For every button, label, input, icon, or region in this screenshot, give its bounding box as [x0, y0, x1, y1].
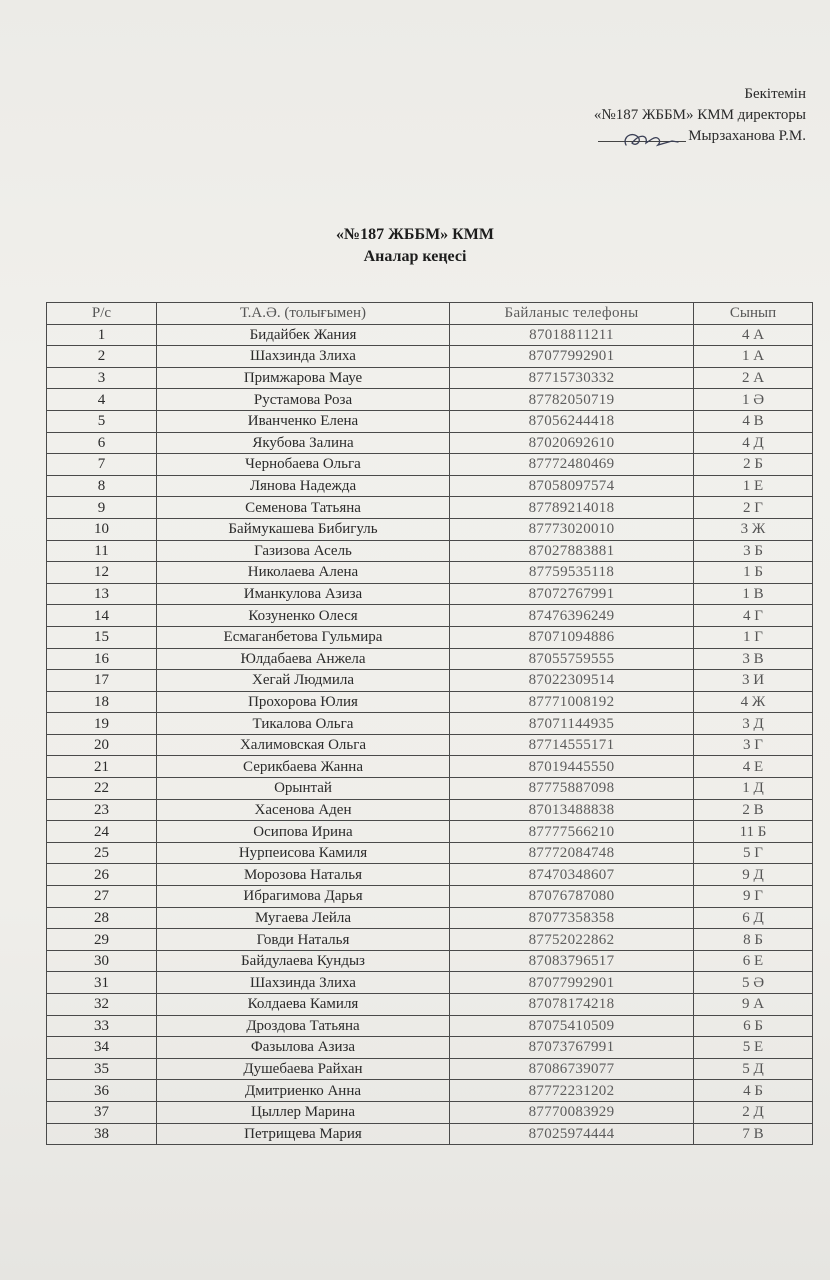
- cell-number: 31: [47, 972, 157, 994]
- table-row: [47, 1101, 813, 1123]
- cell-phone: 87076787080: [450, 886, 694, 908]
- cell-class: 2 Б: [694, 454, 813, 476]
- cell-class: 4 Б: [694, 1080, 813, 1102]
- cell-full-name: Душебаева Райхан: [157, 1058, 450, 1080]
- cell-class: 1 В: [694, 583, 813, 605]
- cell-number: 27: [47, 886, 157, 908]
- cell-class: 1 Е: [694, 475, 813, 497]
- cell-phone: 87075410509: [450, 1015, 694, 1037]
- table-row: [47, 907, 813, 929]
- cell-number: 34: [47, 1037, 157, 1059]
- table-body: [47, 324, 813, 1145]
- table-row: [47, 821, 813, 843]
- cell-class: 4 Е: [694, 756, 813, 778]
- cell-number: 38: [47, 1123, 157, 1145]
- table-row: [47, 1037, 813, 1059]
- cell-phone: 87020692610: [450, 432, 694, 454]
- cell-phone: 87077992901: [450, 972, 694, 994]
- column-header-number: Р/с: [47, 303, 157, 325]
- handwritten-signature: [618, 129, 682, 153]
- cell-full-name: Морозова Наталья: [157, 864, 450, 886]
- cell-full-name: Николаева Алена: [157, 562, 450, 584]
- table-row: [47, 842, 813, 864]
- signature-blank: [598, 141, 686, 142]
- approval-block: [594, 84, 806, 147]
- cell-phone: 87782050719: [450, 389, 694, 411]
- table-row: [47, 734, 813, 756]
- table-row: [47, 518, 813, 540]
- table-header-row: [47, 303, 813, 325]
- column-header-class: Сынып: [694, 303, 813, 325]
- table-row: [47, 1058, 813, 1080]
- table-row: [47, 972, 813, 994]
- cell-full-name: Примжарова Мауе: [157, 367, 450, 389]
- cell-number: 13: [47, 583, 157, 605]
- cell-full-name: Газизова Асель: [157, 540, 450, 562]
- cell-full-name: Рустамова Роза: [157, 389, 450, 411]
- cell-phone: 87025974444: [450, 1123, 694, 1145]
- cell-class: 1 Г: [694, 626, 813, 648]
- table-row: [47, 475, 813, 497]
- cell-full-name: Тикалова Ольга: [157, 713, 450, 735]
- cell-number: 4: [47, 389, 157, 411]
- column-header-full-name: Т.А.Ә. (толығымен): [157, 303, 450, 325]
- table-row: [47, 583, 813, 605]
- cell-full-name: Серикбаева Жанна: [157, 756, 450, 778]
- cell-phone: 87083796517: [450, 950, 694, 972]
- cell-class: 4 Г: [694, 605, 813, 627]
- cell-number: 30: [47, 950, 157, 972]
- table-row: [47, 778, 813, 800]
- cell-full-name: Семенова Татьяна: [157, 497, 450, 519]
- cell-class: 4 Д: [694, 432, 813, 454]
- cell-full-name: Есмаганбетова Гульмира: [157, 626, 450, 648]
- table-row: [47, 540, 813, 562]
- table-row: [47, 1015, 813, 1037]
- cell-number: 12: [47, 562, 157, 584]
- table-row: [47, 324, 813, 346]
- cell-phone: 87071144935: [450, 713, 694, 735]
- cell-phone: 87752022862: [450, 929, 694, 951]
- cell-number: 17: [47, 670, 157, 692]
- cell-full-name: Прохорова Юлия: [157, 691, 450, 713]
- cell-class: 7 В: [694, 1123, 813, 1145]
- cell-class: 5 Ә: [694, 972, 813, 994]
- cell-number: 7: [47, 454, 157, 476]
- cell-number: 22: [47, 778, 157, 800]
- approval-heading: Бекітемін: [744, 86, 806, 102]
- cell-phone: 87773020010: [450, 518, 694, 540]
- cell-phone: 87789214018: [450, 497, 694, 519]
- table-row: [47, 497, 813, 519]
- cell-full-name: Баймукашева Бибигуль: [157, 518, 450, 540]
- cell-number: 35: [47, 1058, 157, 1080]
- table-row: [47, 389, 813, 411]
- cell-full-name: Орынтай: [157, 778, 450, 800]
- cell-phone: 87759535118: [450, 562, 694, 584]
- cell-full-name: Хасенова Аден: [157, 799, 450, 821]
- cell-number: 19: [47, 713, 157, 735]
- cell-class: 11 Б: [694, 821, 813, 843]
- document-title: «№187 ЖББМ» КММ: [336, 226, 494, 243]
- director-name: Мырзаханова Р.М.: [688, 128, 806, 144]
- table-row: [47, 562, 813, 584]
- cell-full-name: Нурпеисова Камиля: [157, 842, 450, 864]
- table-row: [47, 950, 813, 972]
- table-row: [47, 691, 813, 713]
- cell-number: 6: [47, 432, 157, 454]
- cell-full-name: Юлдабаева Анжела: [157, 648, 450, 670]
- table-row: [47, 605, 813, 627]
- cell-class: 2 Г: [694, 497, 813, 519]
- cell-phone: 87772084748: [450, 842, 694, 864]
- table-row: [47, 799, 813, 821]
- cell-full-name: Цыллер Марина: [157, 1101, 450, 1123]
- cell-class: 3 И: [694, 670, 813, 692]
- cell-number: 23: [47, 799, 157, 821]
- cell-phone: 87056244418: [450, 410, 694, 432]
- cell-class: 3 Ж: [694, 518, 813, 540]
- approval-signatory: [594, 126, 806, 147]
- cell-class: 1 Д: [694, 778, 813, 800]
- table-row: [47, 410, 813, 432]
- approval-organization: «№187 ЖББМ» КММ директоры: [593, 107, 806, 123]
- cell-class: 6 Б: [694, 1015, 813, 1037]
- cell-phone: 87770083929: [450, 1101, 694, 1123]
- cell-phone: 87013488838: [450, 799, 694, 821]
- table-row: [47, 929, 813, 951]
- cell-class: 4 А: [694, 324, 813, 346]
- cell-phone: 87018811211: [450, 324, 694, 346]
- cell-number: 15: [47, 626, 157, 648]
- cell-phone: 87775887098: [450, 778, 694, 800]
- cell-number: 32: [47, 994, 157, 1016]
- column-header-phone: Байланыс телефоны: [450, 303, 694, 325]
- cell-class: 9 А: [694, 994, 813, 1016]
- cell-number: 9: [47, 497, 157, 519]
- cell-number: 24: [47, 821, 157, 843]
- cell-full-name: Фазылова Азиза: [157, 1037, 450, 1059]
- table-row: [47, 1123, 813, 1145]
- parents-council-table: [46, 302, 813, 1145]
- table-row: [47, 454, 813, 476]
- table-row: [47, 367, 813, 389]
- table-row: [47, 713, 813, 735]
- cell-phone: 87777566210: [450, 821, 694, 843]
- cell-phone: 87476396249: [450, 605, 694, 627]
- cell-full-name: Дмитриенко Анна: [157, 1080, 450, 1102]
- cell-full-name: Хегай Людмила: [157, 670, 450, 692]
- cell-full-name: Шахзинда Злиха: [157, 346, 450, 368]
- signature-line: [598, 126, 688, 147]
- cell-class: 3 Б: [694, 540, 813, 562]
- cell-number: 1: [47, 324, 157, 346]
- cell-number: 14: [47, 605, 157, 627]
- cell-class: 6 Д: [694, 907, 813, 929]
- cell-class: 5 Д: [694, 1058, 813, 1080]
- cell-phone: 87019445550: [450, 756, 694, 778]
- cell-phone: 87470348607: [450, 864, 694, 886]
- cell-class: 1 А: [694, 346, 813, 368]
- cell-number: 29: [47, 929, 157, 951]
- cell-phone: 87058097574: [450, 475, 694, 497]
- cell-number: 36: [47, 1080, 157, 1102]
- cell-class: 5 Е: [694, 1037, 813, 1059]
- table-row: [47, 1080, 813, 1102]
- cell-number: 20: [47, 734, 157, 756]
- cell-full-name: Якубова Залина: [157, 432, 450, 454]
- cell-class: 1 Ә: [694, 389, 813, 411]
- cell-full-name: Ибрагимова Дарья: [157, 886, 450, 908]
- cell-full-name: Осипова Ирина: [157, 821, 450, 843]
- cell-phone: 87086739077: [450, 1058, 694, 1080]
- table-row: [47, 626, 813, 648]
- cell-number: 8: [47, 475, 157, 497]
- cell-class: 3 Г: [694, 734, 813, 756]
- cell-full-name: Козуненко Олеся: [157, 605, 450, 627]
- table-row: [47, 648, 813, 670]
- cell-phone: 87715730332: [450, 367, 694, 389]
- cell-phone: 87771008192: [450, 691, 694, 713]
- cell-number: 26: [47, 864, 157, 886]
- table-row: [47, 886, 813, 908]
- cell-class: 1 Б: [694, 562, 813, 584]
- table-row: [47, 346, 813, 368]
- cell-number: 11: [47, 540, 157, 562]
- cell-number: 18: [47, 691, 157, 713]
- cell-class: 8 Б: [694, 929, 813, 951]
- cell-phone: 87772480469: [450, 454, 694, 476]
- cell-full-name: Чернобаева Ольга: [157, 454, 450, 476]
- cell-full-name: Дроздова Татьяна: [157, 1015, 450, 1037]
- cell-number: 5: [47, 410, 157, 432]
- cell-full-name: Колдаева Камиля: [157, 994, 450, 1016]
- cell-number: 25: [47, 842, 157, 864]
- cell-number: 2: [47, 346, 157, 368]
- cell-full-name: Шахзинда Злиха: [157, 972, 450, 994]
- cell-class: 2 В: [694, 799, 813, 821]
- cell-number: 28: [47, 907, 157, 929]
- cell-class: 9 Д: [694, 864, 813, 886]
- cell-class: 2 А: [694, 367, 813, 389]
- table-row: [47, 864, 813, 886]
- cell-phone: 87071094886: [450, 626, 694, 648]
- cell-phone: 87055759555: [450, 648, 694, 670]
- cell-number: 3: [47, 367, 157, 389]
- cell-class: 6 Е: [694, 950, 813, 972]
- cell-class: 9 Г: [694, 886, 813, 908]
- cell-full-name: Иванченко Елена: [157, 410, 450, 432]
- cell-full-name: Бидайбек Жания: [157, 324, 450, 346]
- cell-full-name: Мугаева Лейла: [157, 907, 450, 929]
- document-subtitle: Аналар кеңесі: [363, 248, 467, 265]
- cell-number: 16: [47, 648, 157, 670]
- cell-class: 4 Ж: [694, 691, 813, 713]
- cell-class: 2 Д: [694, 1101, 813, 1123]
- cell-number: 33: [47, 1015, 157, 1037]
- cell-number: 37: [47, 1101, 157, 1123]
- cell-class: 4 В: [694, 410, 813, 432]
- cell-phone: 87078174218: [450, 994, 694, 1016]
- cell-class: 3 В: [694, 648, 813, 670]
- cell-full-name: Байдулаева Кундыз: [157, 950, 450, 972]
- cell-full-name: Петрищева Мария: [157, 1123, 450, 1145]
- cell-phone: 87073767991: [450, 1037, 694, 1059]
- cell-phone: 87072767991: [450, 583, 694, 605]
- cell-class: 5 Г: [694, 842, 813, 864]
- table-row: [47, 670, 813, 692]
- cell-phone: 87022309514: [450, 670, 694, 692]
- cell-class: 3 Д: [694, 713, 813, 735]
- cell-full-name: Иманкулова Азиза: [157, 583, 450, 605]
- cell-phone: 87027883881: [450, 540, 694, 562]
- table-row: [47, 432, 813, 454]
- table-row: [47, 756, 813, 778]
- table-row: [47, 994, 813, 1016]
- cell-full-name: Говди Наталья: [157, 929, 450, 951]
- cell-phone: 87077992901: [450, 346, 694, 368]
- cell-number: 10: [47, 518, 157, 540]
- cell-full-name: Лянова Надежда: [157, 475, 450, 497]
- cell-number: 21: [47, 756, 157, 778]
- cell-phone: 87077358358: [450, 907, 694, 929]
- cell-phone: 87714555171: [450, 734, 694, 756]
- cell-full-name: Халимовская Ольга: [157, 734, 450, 756]
- cell-phone: 87772231202: [450, 1080, 694, 1102]
